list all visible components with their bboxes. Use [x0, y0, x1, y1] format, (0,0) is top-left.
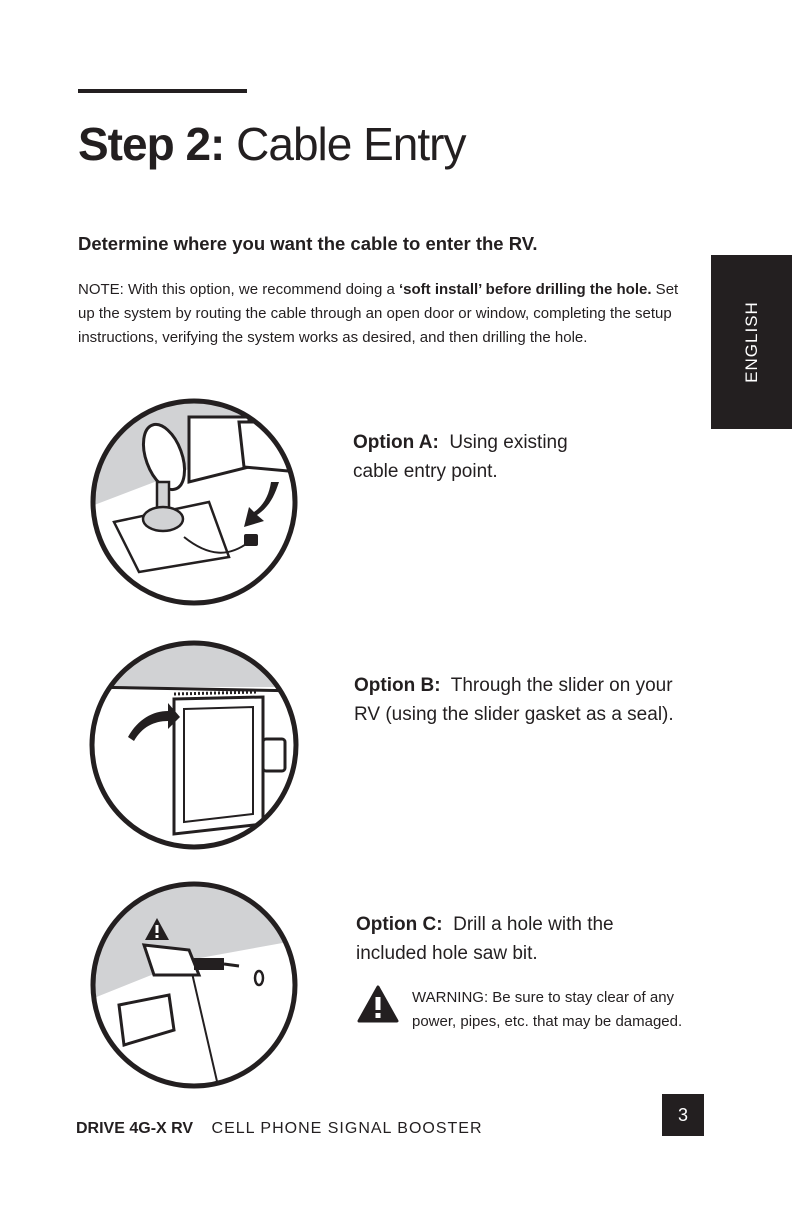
step-title: Cable Entry	[236, 118, 466, 170]
warning-text: WARNING: Be sure to stay clear of any power, pipes, etc. that may be damaged.	[412, 989, 683, 1030]
option-a-text: Using existing cable entry point.	[353, 432, 568, 482]
option-b-label: Option B:	[354, 675, 441, 696]
note-paragraph	[78, 278, 688, 350]
language-tab-label: ENGLISH	[741, 301, 761, 383]
title-rule	[78, 89, 247, 93]
option-b	[354, 671, 699, 729]
note-lead: NOTE: With this option, we recommend doing a	[78, 281, 399, 298]
option-b-illustration	[88, 639, 300, 851]
option-b-text: Through the slider on your RV (using the slider gasket as a seal).	[354, 675, 674, 725]
subheading: Determine where you want the cable to enter the RV.	[78, 233, 538, 254]
option-c	[356, 910, 666, 968]
option-c-label: Option C:	[356, 914, 443, 935]
warning-icon	[357, 985, 399, 1023]
option-c-illustration	[89, 880, 299, 1090]
page-title	[78, 116, 466, 172]
language-tab	[711, 255, 792, 429]
note-bold: ‘soft install’ before drilling the hole.	[398, 281, 652, 298]
option-a-label: Option A:	[353, 432, 439, 453]
footer	[76, 1120, 483, 1138]
note-rest: Set up the system by routing the cable through an open door or window, completing the setup instructions, verifying the system works as desired, and then drilling the hole.	[78, 281, 679, 346]
option-a	[353, 428, 613, 486]
step-label: Step 2:	[78, 118, 225, 170]
option-a-illustration	[89, 397, 299, 607]
page-number: 3	[662, 1094, 704, 1136]
footer-product: DRIVE 4G-X RV	[76, 1120, 194, 1137]
footer-subtitle: CELL PHONE SIGNAL BOOSTER	[211, 1120, 483, 1137]
option-c-text: Drill a hole with the included hole saw bit.	[356, 914, 614, 964]
